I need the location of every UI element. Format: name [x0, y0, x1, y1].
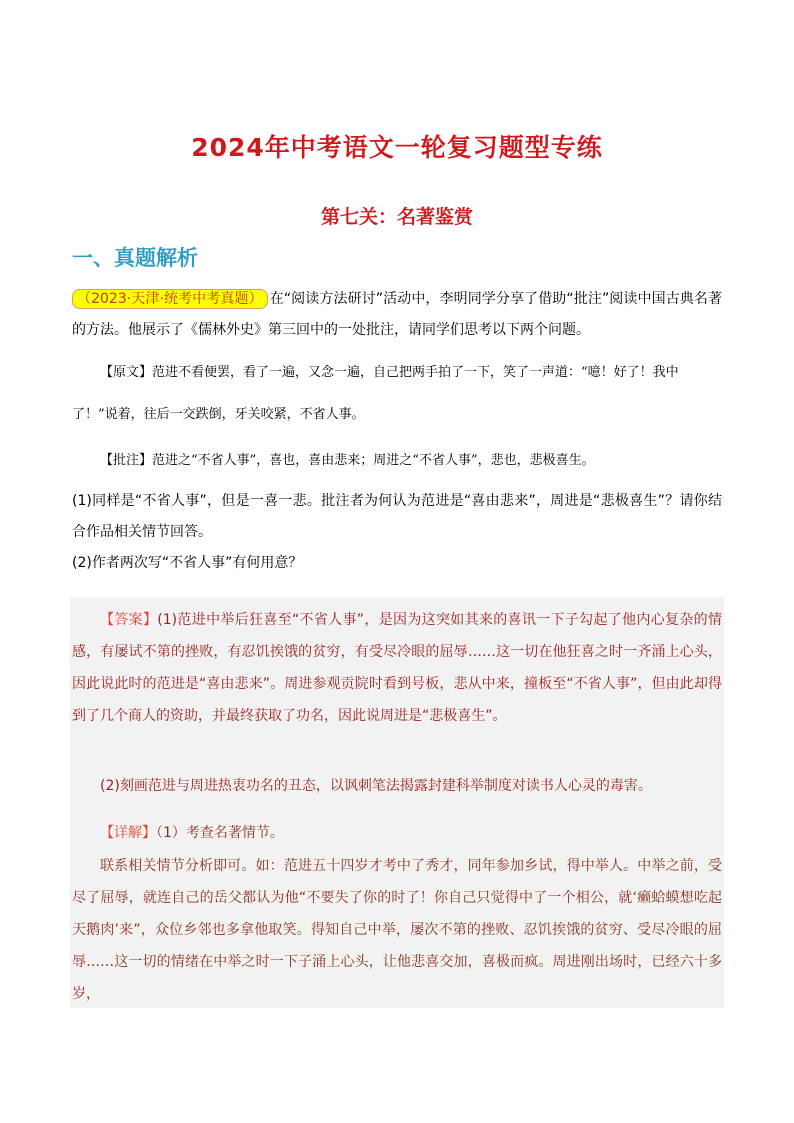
intro-paragraph [72, 284, 722, 346]
annotation-label: 【批注】 [100, 453, 153, 468]
detail-heading [72, 817, 722, 849]
detail-paragraph [72, 850, 722, 1010]
detail-label: 【详解】 [100, 825, 156, 841]
sub-title: 第七关：名著鉴赏 [320, 206, 473, 228]
original-label: 【原文】 [100, 365, 153, 380]
detail-label-suffix: （1）考查名著情节。 [156, 825, 284, 841]
answer-part-1-text: (1)范进中举后狂喜至“不省人事”，是因为这突如其来的喜讯一下子勾起了他内心复杂的情感，有屡试不第的挫败，有忍饥挨饿的贫穷，有受尽冷眼的屈辱……这一切在他狂喜之时一齐涌上心头，因此说此时的范进是“喜由悲来”。周进参观贡院时看到号板，悲从中来，撞板至“不省人事”，但由此却得到了几个商人的资助，并最终获取了功名，因此说周进是“悲极喜生”。 [72, 612, 723, 724]
question-2: (2)作者两次写“不省人事”有何用意？ [72, 555, 303, 571]
main-title: 2024年中考语文一轮复习题型专练 [191, 133, 603, 162]
section-heading: 一、真题解析 [72, 246, 198, 270]
answer-part-1 [72, 604, 722, 732]
annotation-paragraph [72, 440, 722, 482]
original-text-paragraph [72, 352, 722, 436]
annotation-text: 范进之“不省人事”，喜也，喜由悲来；周进之“不省人事”，悲也，悲极喜生。 [152, 453, 595, 468]
question-1: (1)同样是“不省人事”，但是一喜一悲。批注者为何认为范进是“喜由悲来”，周进是“悲极喜生”？请你结合作品相关情节回答。 [72, 493, 722, 540]
questions [72, 486, 722, 579]
detail-text: 联系相关情节分析即可。如：范进五十四岁才考中了秀才，同年参加乡试，得中举人。中举之前，受尽了屈辱，就连自己的岳父都认为他“不要失了你的时了！你自己只觉得中了一个相公，就‘癞蛤蟆想吃起天鹅肉’来”，众位乡邻也多拿他取笑。得知自己中举，屡次不第的挫败、忍饥挨饿的贫穷、受尽冷眼的屈辱……这一切的情绪在中举之时一下子涌上心头，让他悲喜交加，喜极而疯。周进刚出场时，已经六十多岁， [72, 858, 722, 1002]
answer-label: 【答案】 [100, 612, 158, 628]
intro-text: 在“阅读方法研讨”活动中，李明同学分享了借助“批注”阅读中国古典名著的方法。他展示了《儒林外史》第三回中的一处批注，请同学们思考以下两个问题。 [72, 291, 722, 338]
source-tag: （2023·天津·统考中考真题） [72, 289, 268, 309]
answer-part-2 [72, 770, 722, 802]
answer-part-2-text: (2)刻画范进与周进热衷功名的丑态，以讽刺笔法揭露封建科举制度对读书人心灵的毒害。 [100, 778, 652, 794]
original-text: 范进不看便罢，看了一遍，又念一遍，自己把两手拍了一下，笑了一声道：“噫！好了！我中了！”说着，往后一交跌倒，牙关咬紧，不省人事。 [72, 365, 679, 422]
